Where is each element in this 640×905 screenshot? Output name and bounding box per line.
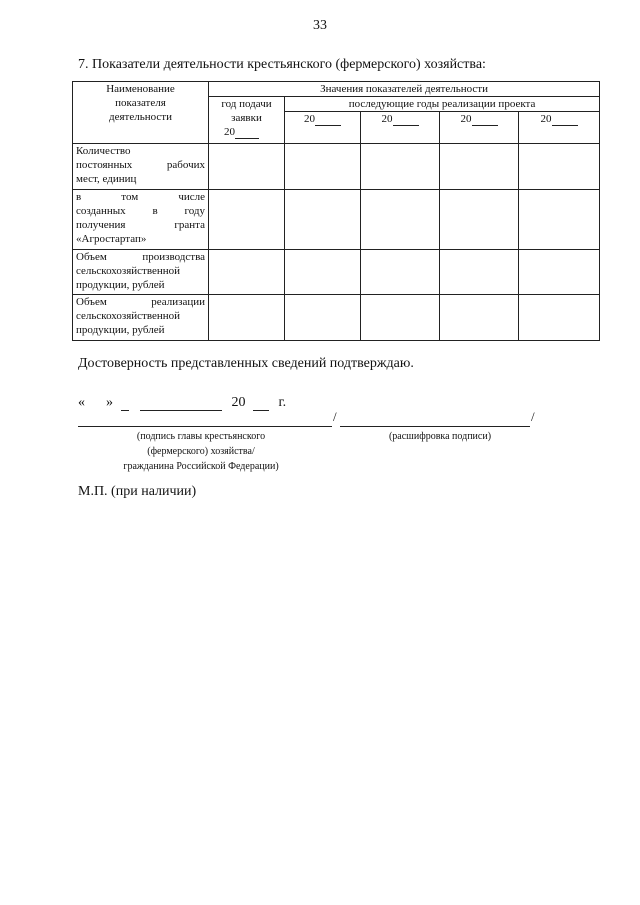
row-label-line: продукции, рублей (76, 279, 165, 291)
table-cell (361, 190, 440, 250)
table-cell (440, 250, 519, 295)
caption-line: гражданина Российской Федерации) (123, 461, 279, 472)
header-name-line: показателя (115, 97, 166, 109)
header-name-line: Наименование (106, 83, 175, 95)
row-label-line: продукции, рублей (76, 324, 165, 336)
stamp-place: М.П. (при наличии) (78, 484, 197, 499)
year-blank-line (235, 127, 259, 139)
row-label-jobs-created (73, 190, 209, 250)
row-label-line: сельскохозяйственной (76, 310, 181, 322)
row-label-line: сельскохозяйственной (76, 265, 181, 277)
header-app-year-blank (212, 125, 281, 139)
year-prefix: 20 (224, 126, 235, 138)
row-label-line: созданных в году (76, 205, 205, 217)
table-cell (209, 190, 285, 250)
header-app-year-line: заявки (231, 112, 262, 124)
table-cell (285, 250, 361, 295)
header-year-1 (285, 112, 361, 144)
caption-line: (подпись главы крестьянского (136, 431, 266, 442)
head-signature-line (78, 426, 332, 427)
confirmation-text: Достоверность представленных сведений подтверждаю. (78, 356, 414, 371)
table-cell (285, 144, 361, 190)
row-label-jobs (73, 144, 209, 190)
table-cell (519, 144, 600, 190)
row-label-line: Количество (76, 145, 131, 157)
header-app-year-line: год подачи (221, 98, 272, 110)
header-name-line: деятельности (109, 111, 172, 123)
year-prefix: 20 (540, 113, 552, 125)
header-year-2 (361, 112, 440, 144)
section-title: 7. Показатели деятельности крестьянского (фермерского) хозяйства: (78, 57, 486, 72)
row-label-line: Объем производства (76, 251, 205, 263)
table-cell (361, 250, 440, 295)
header-year-4 (519, 112, 600, 144)
row-label-line: в том числе (76, 191, 205, 203)
page-number: 33 (313, 18, 327, 33)
decode-signature-caption: (расшифровка подписи) (388, 431, 492, 442)
year-blank-line (315, 114, 341, 126)
header-following-years: последующие годы реализации проекта (285, 97, 600, 112)
row-label-line: мест, единиц (76, 173, 137, 185)
table-cell (440, 295, 519, 341)
month-underline (140, 410, 222, 411)
decode-signature-line (340, 426, 530, 427)
table-cell (440, 144, 519, 190)
table-cell (209, 250, 285, 295)
table-cell (209, 295, 285, 341)
year-prefix: 20 (460, 113, 472, 125)
date-line (78, 395, 286, 411)
row-label-production (73, 250, 209, 295)
close-quote: » (106, 395, 113, 410)
row-label-line: получения гранта (76, 219, 205, 231)
day-underline (121, 410, 129, 411)
table-cell (519, 250, 600, 295)
row-label-line: Объем реализации (76, 296, 205, 308)
table-cell (209, 144, 285, 190)
year-blank-line (552, 114, 578, 126)
year-blank-line (472, 114, 498, 126)
year-prefix: 20 (231, 395, 246, 410)
table-cell (519, 295, 600, 341)
open-quote: « (78, 395, 85, 410)
row-label-sales (73, 295, 209, 341)
head-signature-caption (96, 429, 306, 474)
header-application-year (209, 97, 285, 144)
year-prefix: 20 (304, 113, 315, 125)
header-values: Значения показателей деятельности (209, 82, 600, 97)
table-cell (285, 295, 361, 341)
year-prefix: 20 (381, 113, 393, 125)
year-blank-line (393, 114, 419, 126)
table-cell (361, 144, 440, 190)
table-cell (361, 295, 440, 341)
caption-line: (фермерского) хозяйства/ (147, 446, 255, 457)
row-label-line: «Агростартап» (76, 233, 147, 245)
table-cell (440, 190, 519, 250)
table-cell (285, 190, 361, 250)
year-underline (253, 410, 269, 411)
header-year-3 (440, 112, 519, 144)
year-suffix: г. (278, 395, 287, 410)
header-indicator-name (73, 82, 209, 144)
row-label-line: постоянных рабочих (76, 159, 205, 171)
table-cell (519, 190, 600, 250)
indicators-table (72, 81, 600, 341)
decode-separator: / (531, 409, 535, 424)
signature-separator: / (333, 409, 337, 424)
